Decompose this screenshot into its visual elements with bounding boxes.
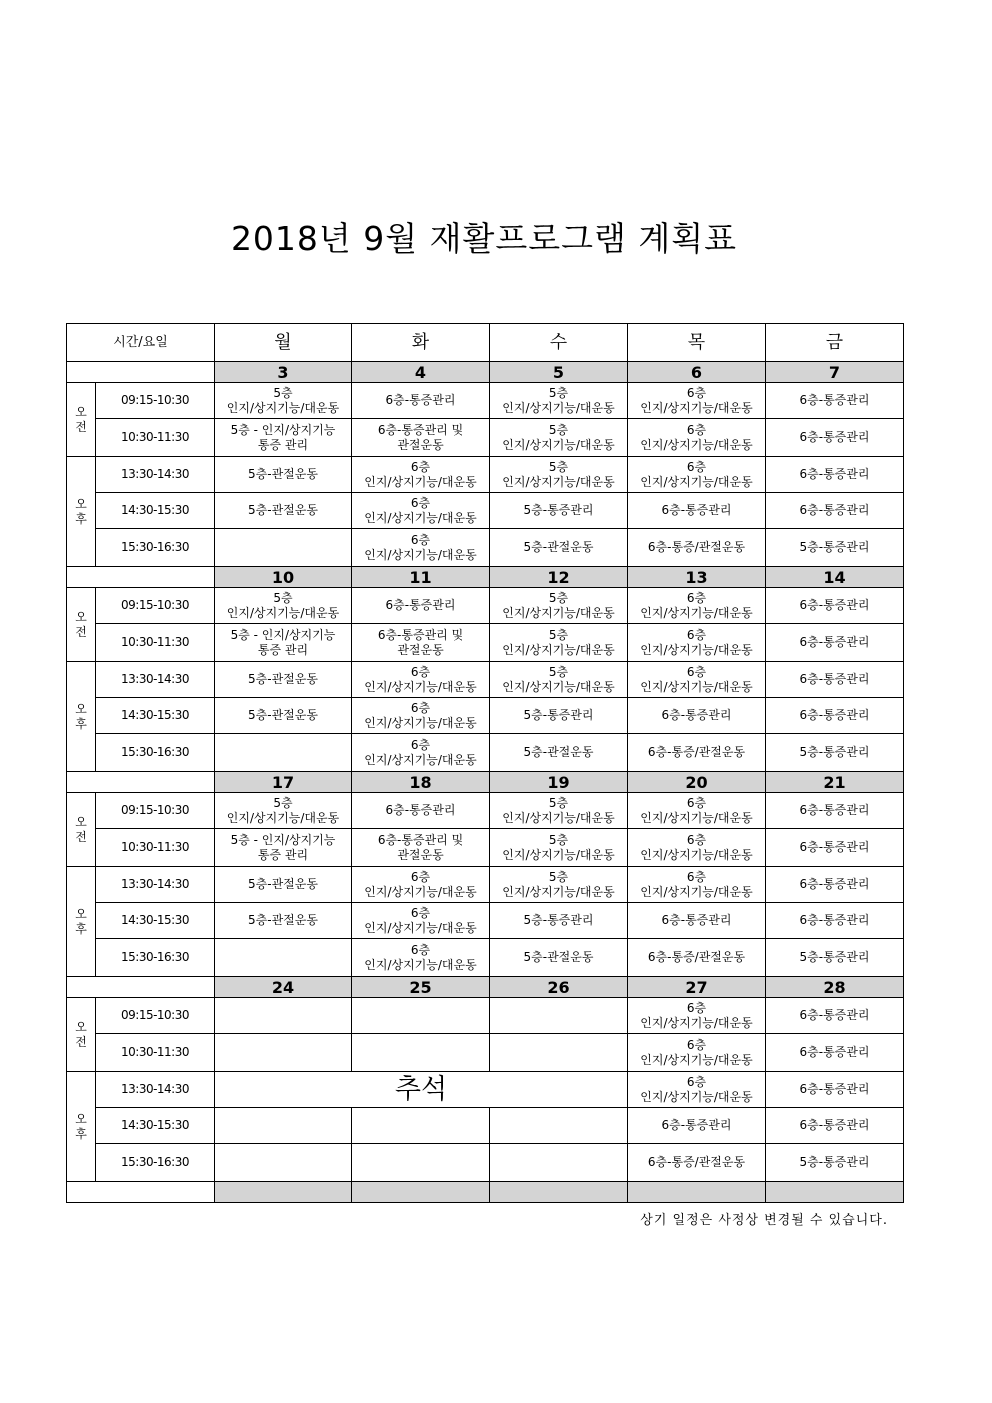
program-cell	[215, 1144, 352, 1182]
program-cell: 6층-통증관리	[766, 624, 904, 662]
page-title: 2018년 9월 재활프로그램 계획표	[230, 219, 738, 258]
footer-row	[67, 1182, 904, 1203]
program-cell: 6층-통증관리	[628, 1108, 766, 1144]
time-slot: 15:30-16:30	[96, 529, 215, 567]
date-cell: 25	[352, 977, 490, 998]
program-cell: 5층-관절운동	[490, 939, 628, 977]
corner-header: 시간/요일	[67, 324, 215, 362]
program-cell: 5층-통증관리	[490, 493, 628, 529]
program-cell: 6층 인지/상지기능/대운동	[628, 457, 766, 493]
program-cell: 6층-통증관리	[766, 793, 904, 829]
time-slot: 10:30-11:30	[96, 419, 215, 457]
time-slot: 13:30-14:30	[96, 867, 215, 903]
date-cell: 21	[766, 772, 904, 793]
date-cell: 12	[490, 567, 628, 588]
program-cell	[352, 1108, 490, 1144]
program-cell: 6층 인지/상지기능/대운동	[352, 493, 490, 529]
schedule-row	[67, 793, 904, 829]
program-cell: 5층-통증관리	[490, 903, 628, 939]
program-cell: 5층-관절운동	[490, 734, 628, 772]
program-cell: 5층-통증관리	[766, 734, 904, 772]
program-cell: 6층-통증관리	[766, 383, 904, 419]
date-cell: 24	[215, 977, 352, 998]
time-slot: 10:30-11:30	[96, 624, 215, 662]
schedule-row	[67, 662, 904, 698]
schedule-row	[67, 903, 904, 939]
date-cell: 14	[766, 567, 904, 588]
program-cell: 6층-통증관리 및 관절운동	[352, 419, 490, 457]
program-cell: 5층-통증관리	[766, 529, 904, 567]
date-cell: 13	[628, 567, 766, 588]
program-cell: 5층-통증관리	[766, 939, 904, 977]
date-cell: 4	[352, 362, 490, 383]
day-header-fri: 금	[766, 324, 904, 362]
program-cell: 5층 인지/상지기능/대운동	[490, 793, 628, 829]
schedule-note: 상기 일정은 사정상 변경될 수 있습니다.	[640, 1213, 888, 1228]
program-cell: 6층 인지/상지기능/대운동	[352, 662, 490, 698]
program-cell: 5층 인지/상지기능/대운동	[215, 383, 352, 419]
time-slot: 10:30-11:30	[96, 1034, 215, 1072]
time-slot: 14:30-15:30	[96, 493, 215, 529]
program-cell: 6층 인지/상지기능/대운동	[352, 939, 490, 977]
program-cell: 6층 인지/상지기능/대운동	[628, 829, 766, 867]
program-cell: 5층-관절운동	[215, 662, 352, 698]
program-cell: 5층-통증관리	[490, 698, 628, 734]
program-cell: 5층 인지/상지기능/대운동	[490, 419, 628, 457]
program-cell: 5층 인지/상지기능/대운동	[215, 588, 352, 624]
program-cell	[352, 998, 490, 1034]
period-am-label: 오 전	[67, 793, 96, 867]
program-cell: 6층-통증/관절운동	[628, 939, 766, 977]
time-slot: 14:30-15:30	[96, 698, 215, 734]
schedule-row	[67, 698, 904, 734]
date-cell: 19	[490, 772, 628, 793]
program-cell: 6층-통증관리	[766, 1108, 904, 1144]
program-cell: 6층-통증관리 및 관절운동	[352, 624, 490, 662]
program-cell: 6층-통증관리 및 관절운동	[352, 829, 490, 867]
program-cell	[215, 1108, 352, 1144]
date-row	[67, 772, 904, 793]
program-cell	[215, 998, 352, 1034]
footer-cell	[628, 1182, 766, 1203]
program-cell: 6층 인지/상지기능/대운동	[352, 903, 490, 939]
program-cell: 5층 인지/상지기능/대운동	[490, 588, 628, 624]
time-slot: 10:30-11:30	[96, 829, 215, 867]
schedule-row	[67, 588, 904, 624]
program-cell: 6층-통증관리	[352, 383, 490, 419]
program-cell: 6층 인지/상지기능/대운동	[352, 529, 490, 567]
program-cell	[490, 1108, 628, 1144]
program-cell: 5층 인지/상지기능/대운동	[490, 829, 628, 867]
schedule-row	[67, 419, 904, 457]
program-cell: 6층 인지/상지기능/대운동	[628, 1072, 766, 1108]
date-cell: 11	[352, 567, 490, 588]
time-slot: 09:15-10:30	[96, 383, 215, 419]
program-cell: 6층-통증관리	[766, 457, 904, 493]
time-slot: 09:15-10:30	[96, 998, 215, 1034]
program-cell: 5층 인지/상지기능/대운동	[215, 793, 352, 829]
schedule-row	[67, 1108, 904, 1144]
time-slot: 14:30-15:30	[96, 1108, 215, 1144]
date-row-spacer	[67, 977, 215, 998]
program-cell: 6층 인지/상지기능/대운동	[352, 457, 490, 493]
time-slot: 09:15-10:30	[96, 588, 215, 624]
program-cell: 5층 인지/상지기능/대운동	[490, 867, 628, 903]
program-cell	[215, 939, 352, 977]
footer-spacer	[67, 1182, 215, 1203]
program-cell	[215, 734, 352, 772]
program-cell: 6층 인지/상지기능/대운동	[628, 624, 766, 662]
date-row	[67, 362, 904, 383]
program-cell	[215, 529, 352, 567]
date-cell: 27	[628, 977, 766, 998]
footer-cell	[352, 1182, 490, 1203]
day-header-thu: 목	[628, 324, 766, 362]
period-pm-label: 오 후	[67, 1072, 96, 1182]
date-row	[67, 567, 904, 588]
date-cell: 5	[490, 362, 628, 383]
program-cell: 6층-통증관리	[352, 793, 490, 829]
program-cell: 6층-통증관리	[766, 867, 904, 903]
date-cell: 3	[215, 362, 352, 383]
program-cell: 6층-통증관리	[766, 662, 904, 698]
program-cell: 6층-통증관리	[766, 903, 904, 939]
program-cell: 5층 - 인지/상지기능 통증 관리	[215, 624, 352, 662]
header-row	[67, 324, 904, 362]
period-am-label: 오 전	[67, 998, 96, 1072]
date-cell: 7	[766, 362, 904, 383]
day-header-tue: 화	[352, 324, 490, 362]
period-am-label: 오 전	[67, 383, 96, 457]
schedule-table	[66, 323, 904, 1203]
program-cell: 6층 인지/상지기능/대운동	[352, 698, 490, 734]
program-cell: 5층-관절운동	[215, 698, 352, 734]
period-am-label: 오 전	[67, 588, 96, 662]
schedule-row	[67, 529, 904, 567]
program-cell: 5층-관절운동	[215, 457, 352, 493]
date-row-spacer	[67, 362, 215, 383]
schedule-row	[67, 1034, 904, 1072]
program-cell: 6층 인지/상지기능/대운동	[628, 588, 766, 624]
program-cell: 6층-통증관리	[766, 493, 904, 529]
time-slot: 13:30-14:30	[96, 1072, 215, 1108]
footer-cell	[766, 1182, 904, 1203]
program-cell: 5층-통증관리	[766, 1144, 904, 1182]
schedule-row	[67, 1144, 904, 1182]
date-row-spacer	[67, 567, 215, 588]
schedule-row	[67, 998, 904, 1034]
holiday-label: 추석	[215, 1072, 628, 1108]
date-cell: 20	[628, 772, 766, 793]
schedule-row	[67, 624, 904, 662]
period-pm-label: 오 후	[67, 662, 96, 772]
schedule-row	[67, 383, 904, 419]
date-row-spacer	[67, 772, 215, 793]
program-cell: 6층-통증관리	[766, 1034, 904, 1072]
program-cell: 6층-통증관리	[352, 588, 490, 624]
program-cell	[490, 998, 628, 1034]
date-cell: 28	[766, 977, 904, 998]
program-cell: 6층 인지/상지기능/대운동	[352, 734, 490, 772]
schedule-row	[67, 457, 904, 493]
date-cell: 26	[490, 977, 628, 998]
program-cell: 6층-통증/관절운동	[628, 734, 766, 772]
program-cell: 5층 인지/상지기능/대운동	[490, 457, 628, 493]
program-cell: 6층-통증관리	[766, 998, 904, 1034]
time-slot: 13:30-14:30	[96, 457, 215, 493]
program-cell: 6층-통증관리	[766, 1072, 904, 1108]
program-cell: 5층-관절운동	[490, 529, 628, 567]
time-slot: 09:15-10:30	[96, 793, 215, 829]
program-cell	[352, 1034, 490, 1072]
program-cell: 5층 인지/상지기능/대운동	[490, 662, 628, 698]
date-cell: 10	[215, 567, 352, 588]
program-cell: 6층 인지/상지기능/대운동	[628, 419, 766, 457]
program-cell	[490, 1144, 628, 1182]
date-row	[67, 977, 904, 998]
schedule-row	[67, 867, 904, 903]
program-cell: 6층-통증관리	[766, 419, 904, 457]
program-cell: 6층 인지/상지기능/대운동	[628, 1034, 766, 1072]
program-cell: 6층-통증관리	[628, 698, 766, 734]
program-cell: 5층 - 인지/상지기능 통증 관리	[215, 829, 352, 867]
program-cell: 6층-통증/관절운동	[628, 529, 766, 567]
day-header-wed: 수	[490, 324, 628, 362]
program-cell: 6층 인지/상지기능/대운동	[628, 662, 766, 698]
program-cell: 5층-관절운동	[215, 867, 352, 903]
program-cell: 6층 인지/상지기능/대운동	[628, 793, 766, 829]
program-cell: 6층-통증/관절운동	[628, 1144, 766, 1182]
program-cell: 5층-관절운동	[215, 493, 352, 529]
program-cell: 6층 인지/상지기능/대운동	[628, 867, 766, 903]
date-cell: 17	[215, 772, 352, 793]
program-cell: 6층-통증관리	[628, 493, 766, 529]
program-cell	[490, 1034, 628, 1072]
period-pm-label: 오 후	[67, 457, 96, 567]
time-slot: 15:30-16:30	[96, 939, 215, 977]
period-pm-label: 오 후	[67, 867, 96, 977]
schedule-row	[67, 829, 904, 867]
program-cell: 6층-통증관리	[628, 903, 766, 939]
schedule-row	[67, 493, 904, 529]
program-cell	[215, 1034, 352, 1072]
time-slot: 14:30-15:30	[96, 903, 215, 939]
program-cell: 6층-통증관리	[766, 588, 904, 624]
program-cell: 6층-통증관리	[766, 829, 904, 867]
time-slot: 13:30-14:30	[96, 662, 215, 698]
program-cell: 6층 인지/상지기능/대운동	[352, 867, 490, 903]
program-cell: 5층 인지/상지기능/대운동	[490, 624, 628, 662]
program-cell: 5층 인지/상지기능/대운동	[490, 383, 628, 419]
schedule-row	[67, 1072, 904, 1108]
day-header-mon: 월	[215, 324, 352, 362]
date-cell: 18	[352, 772, 490, 793]
program-cell	[352, 1144, 490, 1182]
program-cell: 5층 - 인지/상지기능 통증 관리	[215, 419, 352, 457]
footer-cell	[215, 1182, 352, 1203]
program-cell: 5층-관절운동	[215, 903, 352, 939]
schedule-row	[67, 734, 904, 772]
time-slot: 15:30-16:30	[96, 734, 215, 772]
footer-cell	[490, 1182, 628, 1203]
program-cell: 6층 인지/상지기능/대운동	[628, 998, 766, 1034]
schedule-row	[67, 939, 904, 977]
program-cell: 6층-통증관리	[766, 698, 904, 734]
program-cell: 6층 인지/상지기능/대운동	[628, 383, 766, 419]
date-cell: 6	[628, 362, 766, 383]
time-slot: 15:30-16:30	[96, 1144, 215, 1182]
